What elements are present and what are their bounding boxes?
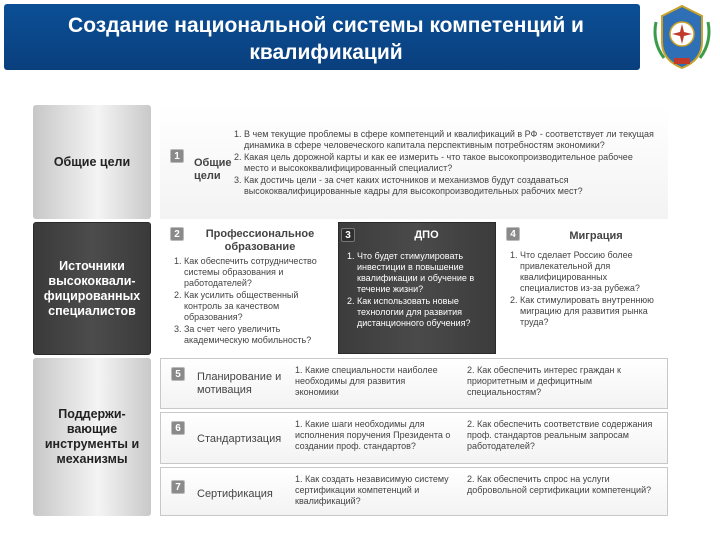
cert-item-2-text: Как обеспечить спрос на услуги добровольной сертификации компетенций? — [467, 474, 652, 495]
planning-item-1-num: 1. — [295, 365, 306, 375]
goals-item-2: 2. Какая цель дорожной карты и как ее измерить - что такое высокопроизводительное рабочее место и высококвалифицированный специалист? — [244, 152, 657, 174]
standard-item-1-num: 1. — [295, 419, 306, 429]
migration-title: Миграция — [569, 230, 623, 242]
cert-item-2-num: 2. — [467, 474, 478, 484]
prof-list — [172, 256, 334, 347]
left-sources-label: Источники высококвали-фицированных специалистов — [43, 258, 141, 318]
planning-item-2-num: 2. — [467, 365, 478, 375]
goals-title: Общие цели — [194, 157, 232, 182]
emblem-icon — [650, 2, 714, 72]
migration-list — [508, 250, 666, 329]
page-title: Создание национальной системы компетенций и квалификаций — [68, 14, 584, 64]
prof-title: Профессиональное образование — [205, 228, 315, 253]
goals-list — [232, 129, 657, 198]
left-tools — [33, 358, 151, 516]
dpo-block — [338, 222, 496, 354]
planning-item-1 — [295, 365, 445, 398]
left-sources — [33, 222, 151, 355]
standard-item-2-text: Как обеспечить соответствие содержания проф. стандартов реальным запросам работодателей? — [467, 419, 653, 451]
cert-row — [160, 467, 668, 516]
planning-item-1-text: Какие специальности наиболее необходимы для развития экономики — [295, 365, 438, 397]
left-tools-label: Поддержи-вающие инструменты и механизмы — [44, 407, 140, 466]
prof-item-1: 1. Как обеспечить сотрудничество системы образования и работодателей? — [184, 256, 334, 289]
header — [0, 0, 720, 74]
migration-block — [500, 222, 668, 355]
planning-item-2-text: Как обеспечить интерес граждан к приоритетным и дефицитным специальностям? — [467, 365, 621, 397]
planning-item-2 — [467, 365, 662, 398]
cert-number: 7 — [171, 480, 185, 494]
dpo-number: 3 — [341, 228, 355, 242]
goals-number: 1 — [170, 149, 184, 163]
goals-item-1: 1. В чем текущие проблемы в сфере компетенций и квалификаций в РФ - соответствует ли текущая динамика в сфере человеческого капитала перспективным потребностям экономики? — [244, 129, 657, 151]
prof-block — [160, 222, 336, 355]
standard-row — [160, 412, 668, 464]
migration-item-1: 1. Что сделает Россию более привлекательной для квалифицированных специалистов из-за рубежа? — [520, 250, 666, 294]
cert-item-1-text: Как создать независимую систему сертификации компетенций и квалификаций? — [295, 474, 449, 506]
planning-row — [160, 358, 668, 409]
migration-item-2: 2. Как стимулировать внутреннюю миграцию для развития рынка труда? — [520, 295, 666, 328]
prof-number: 2 — [170, 227, 184, 241]
standard-title: Стандартизация — [197, 433, 282, 445]
cert-item-1 — [295, 474, 453, 507]
left-goals-label: Общие цели — [53, 154, 131, 169]
cert-item-1-num: 1. — [295, 474, 306, 484]
planning-title: Планирование и мотивация — [197, 371, 282, 396]
standard-number: 6 — [171, 421, 185, 435]
dpo-item-2: 2. Как использовать новые технологии для развития дистанционного обучения? — [357, 296, 493, 329]
dpo-title: ДПО — [414, 229, 439, 241]
standard-item-1 — [295, 419, 451, 452]
prof-item-2: 2. Как усилить общественный контроль за качеством образования? — [184, 290, 334, 323]
planning-number: 5 — [171, 367, 185, 381]
goals-item-3: 3. Как достичь цели - за счет каких источников и механизмов будут создаваться высококвалифицированные кадры для высокопроизводительных рабочих мест? — [244, 175, 657, 197]
prof-item-3: 3. За счет чего увеличить академическую мобильность? — [184, 324, 334, 346]
standard-item-2-num: 2. — [467, 419, 478, 429]
dpo-list — [345, 251, 493, 330]
left-goals — [33, 105, 151, 219]
cert-item-2 — [467, 474, 662, 496]
title-bar — [4, 4, 640, 70]
dpo-item-1: 1. Что будет стимулировать инвестиции в повышение квалификации и обучение в течение жизни? — [357, 251, 493, 295]
cert-title: Сертификация — [197, 488, 273, 500]
standard-item-2 — [467, 419, 662, 452]
goals-row — [160, 105, 668, 219]
standard-item-1-text: Какие шаги необходимы для исполнения поручения Президента о создании проф. стандартов? — [295, 419, 451, 451]
migration-number: 4 — [506, 227, 520, 241]
